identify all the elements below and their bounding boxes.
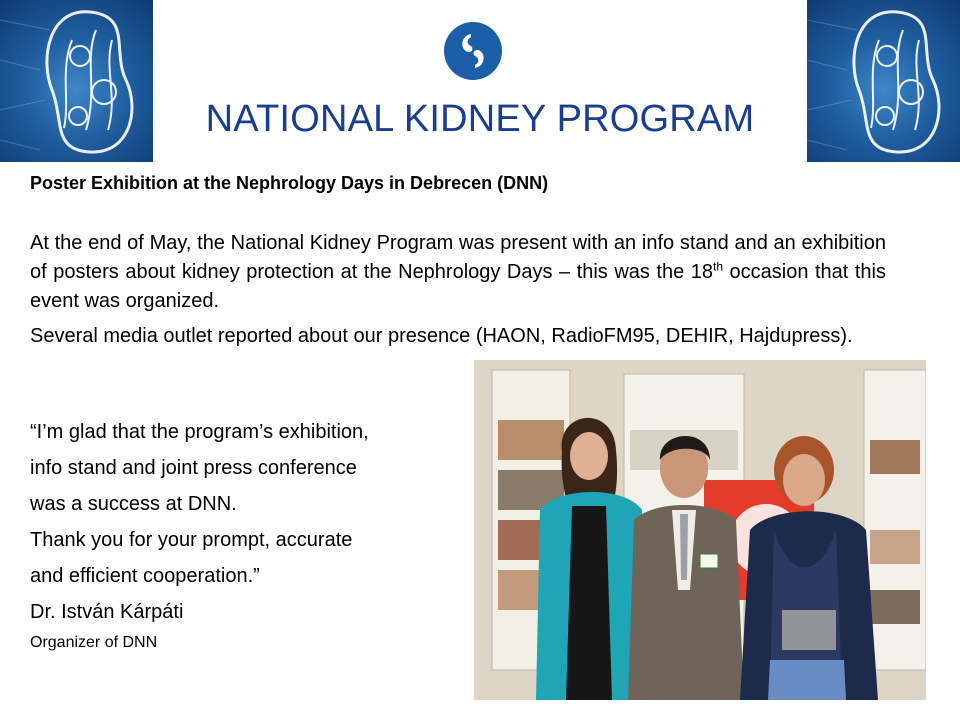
testimonial-quote [30,414,460,656]
quote-line: and efficient cooperation.” [30,565,260,587]
quote-line: info stand and joint press conference [30,457,357,479]
intro-text-start: At the end of May, the National Kidney Program was present with an info stand and an exhibition of posters about kidney protection at the Nephrology Days – this was the 18 [30,232,886,283]
quote-line: Thank you for your prompt, accurate [30,529,353,551]
left-kidney-banner [0,0,153,162]
quote-line: was a success at DNN. [30,493,237,515]
intro-text-end: occasion that this event was organized. [30,261,886,312]
quote-author: Dr. István Kárpáti [30,601,184,623]
quote-line: “I’m glad that the program’s exhibition, [30,421,369,443]
intro-paragraph [30,229,886,316]
event-photo [474,360,926,700]
right-kidney-banner [807,0,960,162]
event-photo-illustration [474,360,926,700]
media-paragraph: Several media outlet reported about our presence (HAON, RadioFM95, DEHIR, Hajdupress). [30,325,853,347]
quote-author-role: Organizer of DNN [30,634,158,651]
program-logo-icon [444,22,502,80]
ordinal-suffix: th [712,259,723,274]
section-subtitle: Poster Exhibition at the Nephrology Days in Debrecen (DNN) [30,173,549,193]
page-title: NATIONAL KIDNEY PROGRAM [205,98,755,140]
kidney-illustration-icon [0,0,153,162]
kidney-illustration-icon [807,0,960,162]
